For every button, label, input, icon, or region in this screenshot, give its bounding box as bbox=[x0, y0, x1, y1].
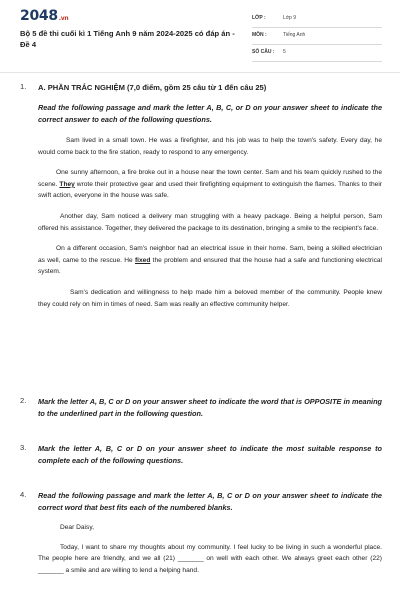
question-instruction: Mark the letter A, B, C or D on your answer sheet to indicate the word that is OPPOSITE in meaning to the underlined part in the following question. bbox=[38, 397, 382, 418]
paragraph-text: On a different occasion, Sam's neighbor had an electrical issue in their home. Sam, being a skilled electrician as well, came to the rescue. He bbox=[38, 245, 382, 264]
question-instruction: Read the following passage and mark the letter A, B, C or D on your answer sheet to indicate the correct word that best fits each of the numbered blanks. bbox=[38, 491, 382, 512]
question-number: 2. bbox=[20, 396, 27, 405]
info-table bbox=[252, 11, 382, 62]
letter-greeting: Dear Daisy, bbox=[60, 524, 94, 531]
passage-paragraph: Sam's dedication and willingness to help made him a beloved member of the community. People knew they could rely on him in times of need. Sam was really an effective community helper. bbox=[38, 288, 382, 308]
question-number: 4. bbox=[20, 490, 27, 499]
info-label: MÔN : bbox=[252, 32, 267, 38]
paragraph-text: wrote their protective gear and used their firefighting equipment to extinguish the flames. Thanks to their swift action, everyone in the house was safe. bbox=[38, 180, 383, 200]
question-number: 3. bbox=[20, 443, 27, 452]
header-divider bbox=[0, 72, 400, 73]
info-row-subject bbox=[252, 28, 382, 45]
question-2 bbox=[20, 396, 382, 420]
info-label: LỚP : bbox=[252, 15, 266, 21]
info-value: Tiếng Anh bbox=[283, 32, 306, 38]
question-number: 1. bbox=[20, 82, 27, 91]
info-row-count bbox=[252, 45, 382, 62]
site-logo[interactable] bbox=[20, 8, 68, 24]
question-instruction: Read the following passage and mark the letter A, B, C, or D on your answer sheet to indicate the correct answer to each of the following questions. bbox=[38, 103, 382, 124]
document-title: Bộ 5 đề thi cuối kì 1 Tiếng Anh 9 năm 2024-2025 có đáp án - Đề 4 bbox=[20, 29, 235, 49]
question-3 bbox=[20, 443, 382, 467]
info-value: Lớp 9 bbox=[283, 15, 297, 21]
info-label: SỐ CÂU : bbox=[252, 49, 275, 55]
logo-suffix: .vn bbox=[58, 15, 69, 22]
passage-paragraph bbox=[38, 243, 382, 278]
info-value: 5 bbox=[283, 49, 286, 55]
passage-paragraph bbox=[38, 167, 382, 202]
paragraph-text: One sunny afternoon, a fire broke out in a house near the town center. Sam and his team quickly rushed to the scene. bbox=[38, 169, 382, 188]
paragraph-text: the problem and ensured that the house had a safe and functioning electrical system. bbox=[38, 256, 382, 276]
question-1 bbox=[20, 82, 382, 310]
passage-paragraph: Today, I want to share my thoughts about my community. I feel lucky to be living in such a wonderful place. The people here are friendly, and we all (21) _______ on well with each other. We always greet each other (22) _______ a smile and are willing to lend a helping hand. bbox=[38, 543, 382, 574]
underlined-word: They bbox=[59, 180, 75, 188]
info-row-class bbox=[252, 11, 382, 28]
passage-paragraph: Another day, Sam noticed a delivery man struggling with a heavy package. Being a helpful person, Sam offered his assistance. Together, they delivered the package to its destination, bringing a smile to the recipient's face. bbox=[38, 212, 382, 232]
logo-text: 2048 bbox=[20, 8, 58, 24]
question-instruction: Mark the letter A, B, C or D on your answer sheet to indicate the most suitable response to complete each of the following questions. bbox=[38, 444, 382, 465]
passage-paragraph: Sam lived in a small town. He was a firefighter, and his job was to help the town's safety. Every day, he would come back to the fire station, ready to respond to any emergency. bbox=[38, 137, 382, 156]
underlined-word: fixed bbox=[134, 256, 151, 264]
question-4 bbox=[20, 490, 382, 576]
page-header bbox=[0, 0, 400, 66]
section-heading: A. PHẦN TRẮC NGHIỆM (7,0 điểm, gồm 25 câu từ 1 đến câu 25) bbox=[38, 83, 267, 92]
